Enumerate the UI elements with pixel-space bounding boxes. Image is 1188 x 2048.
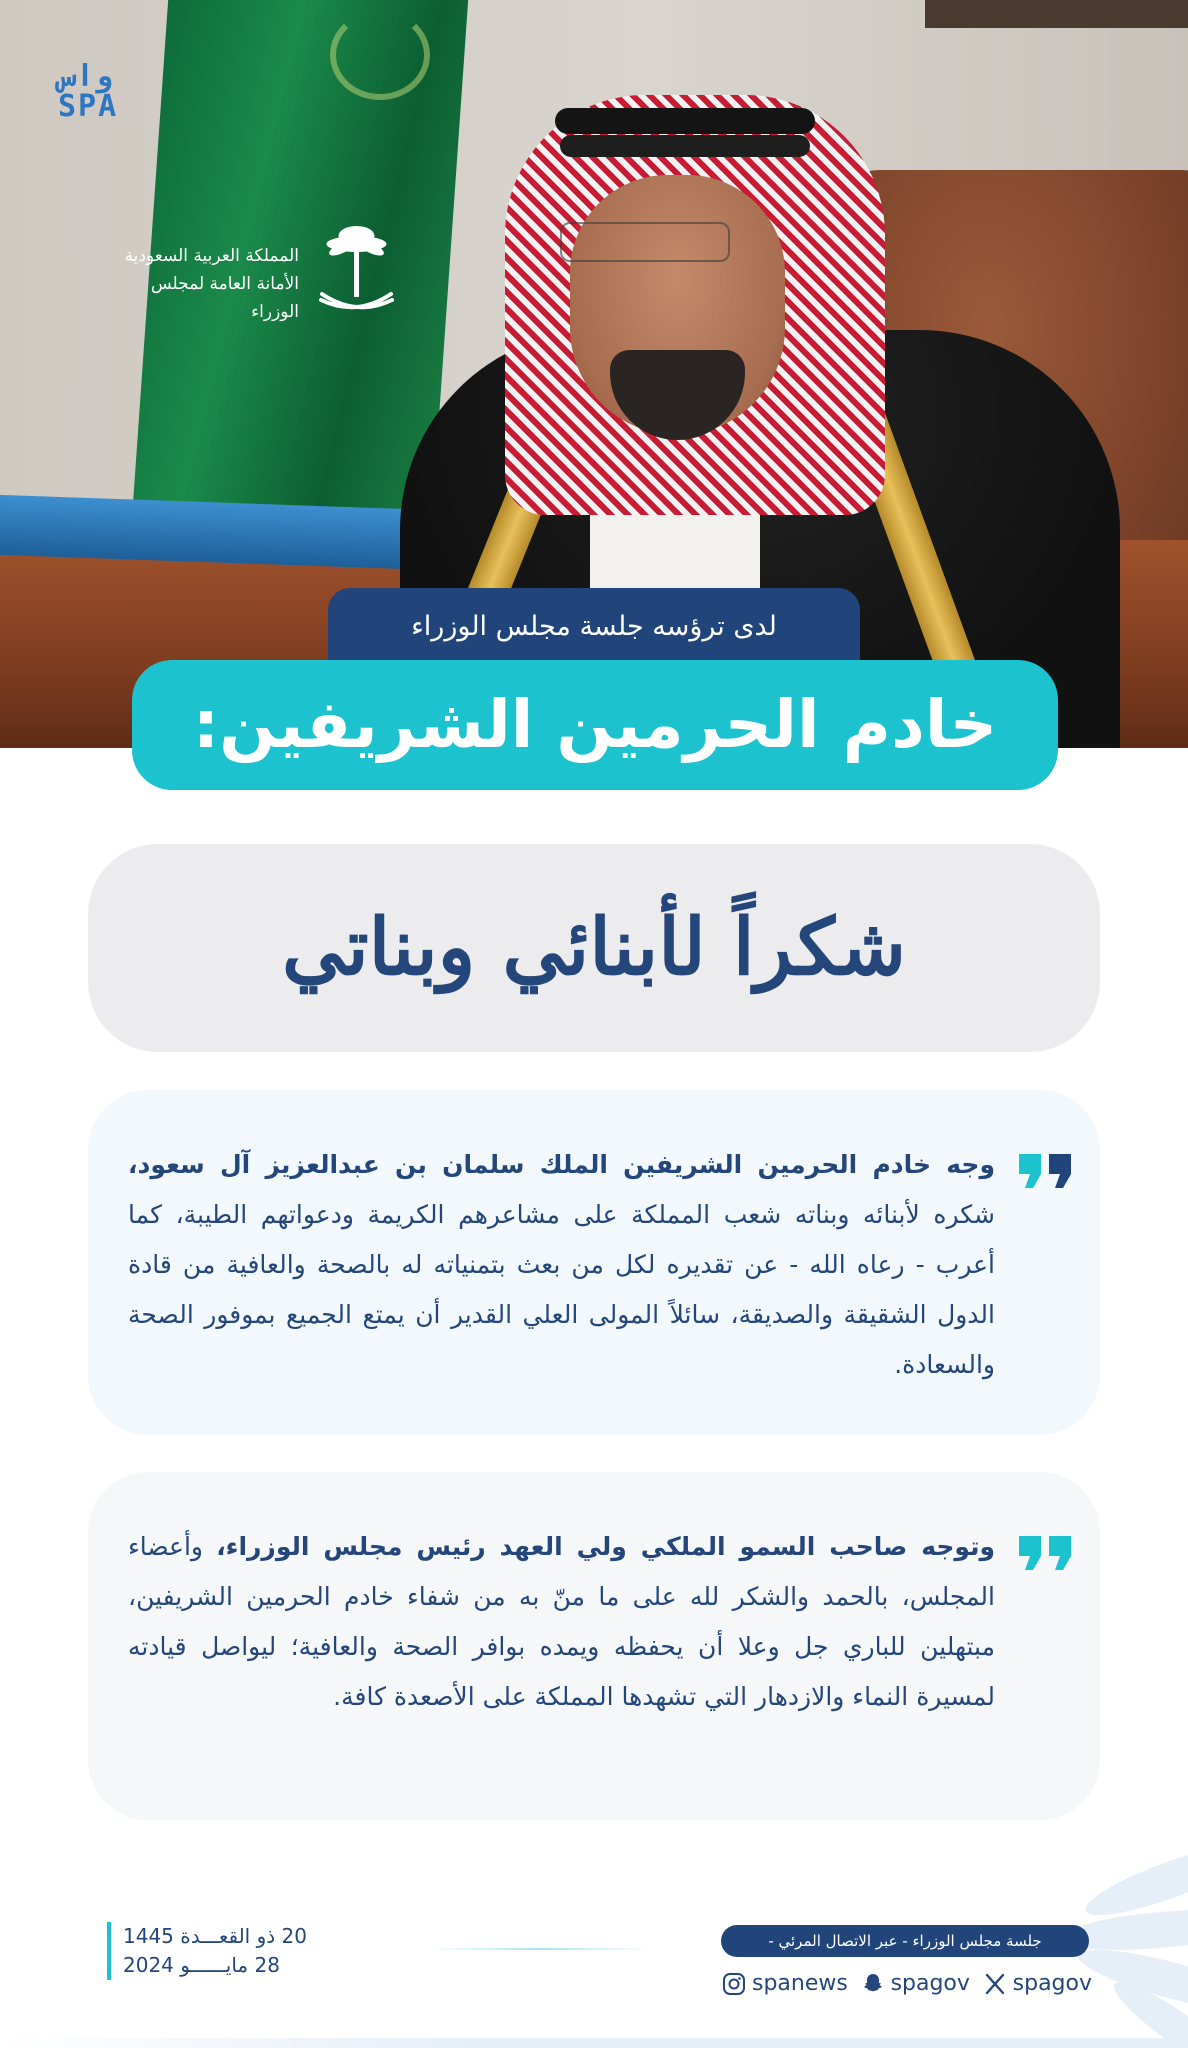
quote-text-1 xyxy=(128,1140,995,1390)
social-x[interactable] xyxy=(983,1972,1092,1996)
thanks-box xyxy=(88,844,1100,1052)
snapchat-icon xyxy=(861,1972,885,1996)
quote-mark-icon xyxy=(1015,1150,1075,1190)
instagram-icon xyxy=(722,1972,746,1996)
person-glasses xyxy=(560,222,730,262)
quote-card-1 xyxy=(88,1090,1100,1435)
session-label: جلسة مجلس الوزراء - عبر الاتصال المرئي - xyxy=(768,1931,1042,1950)
x-icon xyxy=(983,1972,1007,1996)
subtitle-pill xyxy=(328,588,860,664)
quote-text-2 xyxy=(128,1522,995,1722)
gregorian-date: 28 مايــــــو 2024 xyxy=(123,1953,280,1977)
session-label-pill xyxy=(721,1925,1089,1957)
social-snapchat[interactable] xyxy=(861,1972,970,1996)
social-instagram[interactable] xyxy=(722,1972,848,1996)
spa-logo xyxy=(58,59,146,124)
hijri-date: 20 ذو القعـــدة 1445 xyxy=(123,1924,307,1948)
instagram-handle: spanews xyxy=(752,1971,848,1996)
x-handle: spagov xyxy=(1012,1971,1092,1996)
social-handles xyxy=(722,1966,1092,2002)
date-block xyxy=(107,1922,307,1980)
spa-logo-arabic: واس xyxy=(58,59,113,94)
subtitle-text: لدى ترؤسه جلسة مجلس الوزراء xyxy=(411,610,777,642)
quote-card-2 xyxy=(88,1472,1100,1820)
cabinet-secretariat-logo xyxy=(124,222,399,332)
quote-lead-1: وجه خادم الحرمين الشريفين الملك سلمان بن عبدالعزيز آل سعود، xyxy=(128,1150,995,1179)
bottom-bar xyxy=(0,2038,1188,2048)
cabinet-logo-line2: الأمانة العامة لمجلس الوزراء xyxy=(150,274,299,322)
flag-emblem xyxy=(330,10,430,100)
cabinet-logo-line1: المملكة العربية السعودية xyxy=(124,246,299,266)
wall-frame xyxy=(925,0,1188,28)
title-text: خادم الحرمين الشريفين: xyxy=(192,686,998,763)
title-pill xyxy=(132,660,1058,790)
palm-swords-emblem-icon xyxy=(314,222,399,322)
quote-mark-icon xyxy=(1015,1532,1075,1572)
cabinet-logo-text xyxy=(124,242,299,326)
quote-body-1: شكره لأبنائه وبناته شعب المملكة على مشاعرهم الكريمة ودعواتهم الطيبة، كما أعرب - رعاه الله - عن تقديره لكل من بعث بتمنياته له بالصحة والعافية من قادة الدول الشقيقة والصديقة، سائلاً المولى العلي القدير أن يمتع الجميع بموفور الصحة والسعادة. xyxy=(128,1200,995,1379)
thanks-text: شكراً لأبنائي وبناتي xyxy=(281,902,907,993)
quote-lead-2: وتوجه صاحب السمو الملكي ولي العهد رئيس مجلس الوزراء، xyxy=(216,1532,995,1561)
snapchat-handle: spagov xyxy=(890,1971,970,1996)
person-agal xyxy=(555,108,815,134)
footer-divider xyxy=(430,1948,650,1950)
quote-body-2: وأعضاء المجلس، بالحمد والشكر لله على ما منّ به من شفاء خادم الحرمين الشريفين، مبتهلين للباري جل وعلا أن يحفظه ويمده بوافر الصحة والعافية؛ ليواصل قيادته لمسيرة النماء والازدهار التي تشهدها المملكة على الأصعدة كافة. xyxy=(128,1532,995,1711)
person-agal-lower xyxy=(560,135,810,157)
spa-logo-latin: SPA xyxy=(58,89,119,124)
